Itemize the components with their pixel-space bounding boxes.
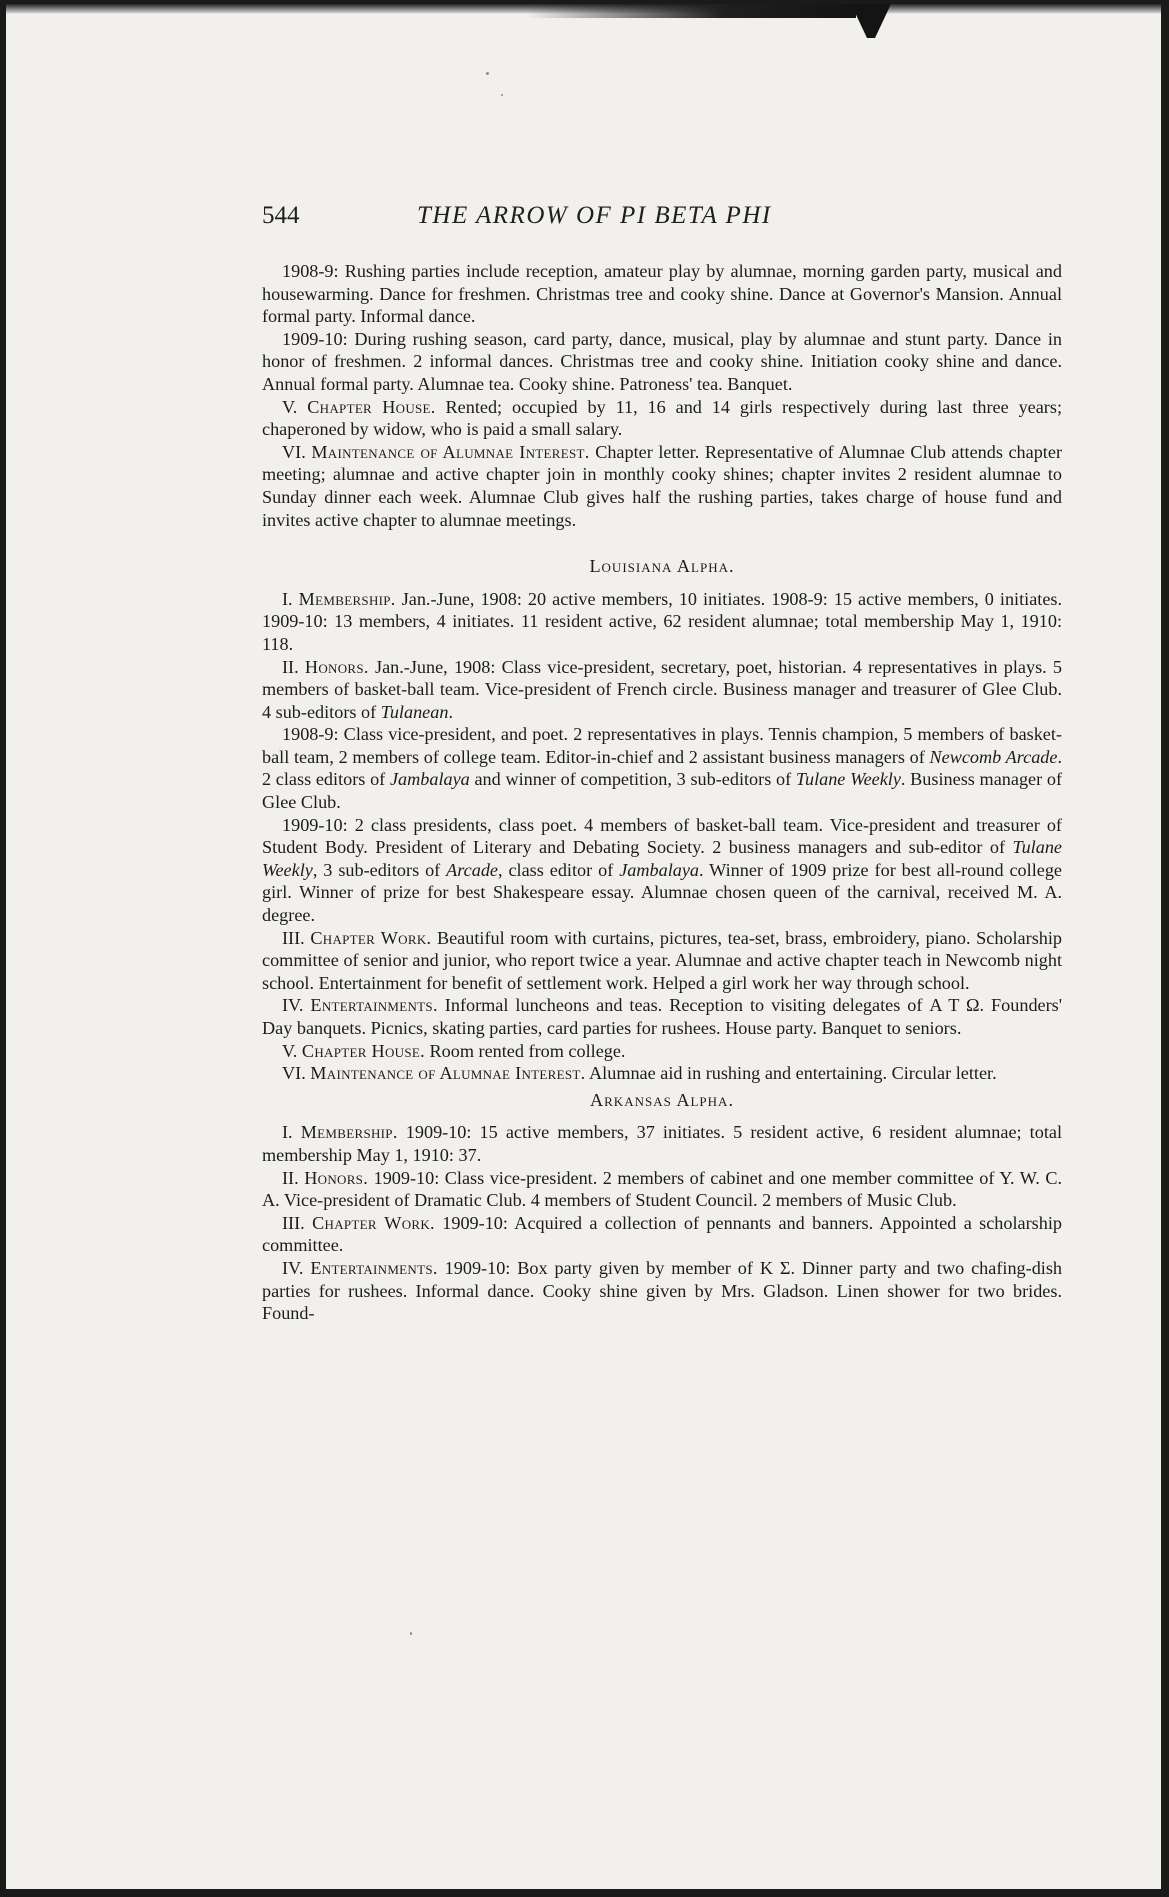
paragraph-1909-entertainments: 1909-10: During rushing season, card party, dance, musical, play by alumnae and stunt party. Dance in honor of freshmen. 2 informal dances. Christmas tree and cooky shine. Initiation cooky shine and dance. Annual formal party. Alumnae tea. Cooky shine. Patroness' tea. Banquet. [262,328,1062,394]
section-number: III. [282,927,305,948]
section-number: IV. [282,995,304,1016]
publication-title: Tulane Weekly [795,769,901,790]
paragraph-chapter-work [262,927,1062,995]
paragraph-chapter-work [262,1212,1062,1257]
publication-title: Tulanean [380,701,449,722]
text-fragment: 1909-10: 2 class presidents, class poet. 4 members of basket-ball team. Vice-president and treasurer of Student Body. President of Literary and Debating Society. 2 business managers and sub-editor of [262,814,1062,858]
paragraph-honors-1909 [262,814,1062,927]
text-fragment: . Winner of 1909 prize for best all-round college girl. Winner of prize for best Shakespeare essay. Alumnae chosen queen of the carnival, received M. A. degree. [262,859,1062,926]
paragraph-chapter-house [262,1040,1062,1063]
text-fragment: and winner of competition, 3 sub-editors of [474,769,792,790]
scan-edge-shadow [526,4,856,18]
section-heading: Membership. [298,588,396,609]
section-text: 1909-10: Box party given by member of Κ Σ. Dinner party and two chafing-dish parties for rushees. Informal dance. Cooky shine given by Mrs. Gladson. Linen shower for two brides. Found- [262,1257,1063,1324]
running-title: THE ARROW OF PI BETA PHI [417,202,772,229]
section-number: II. [282,1167,299,1188]
section-text: Informal luncheons and teas. Reception to visiting delegates of Α Τ Ω. Founders' Day banquets. Picnics, skating parties, card parties for rushees. House party. Banquet to seniors. [262,995,1063,1038]
paragraph-honors [262,1167,1062,1212]
section-number: VI. [282,1063,306,1084]
paragraph-membership [262,588,1062,656]
section-heading: Maintenance of Alumnae Interest. [311,441,590,462]
paragraph-entertainments [262,994,1062,1039]
paragraph-alumnae-interest [262,441,1062,531]
publication-title: Tulane Weekly [262,837,1062,880]
text-fragment: 1908-9: Class vice-president, and poet. 2 representatives in plays. Tennis champion, 5 members of basket-ball team, 2 members of college team. Editor-in-chief and 2 assistant business managers of [262,724,1062,767]
section-number: III. [282,1212,305,1233]
section-text: Alumnae aid in rushing and entertaining. Circular letter. [589,1063,997,1084]
scan-binding-notch [851,4,891,38]
scanned-page [6,4,1161,1889]
section-text: 1909-10: Acquired a collection of pennants and banners. Appointed a scholarship committee. [262,1212,1062,1256]
section-text: Jan.-June, 1908: Class vice-president, secretary, poet, historian. 4 representatives in plays. 5 members of basket-ball team. Vice-president of French circle. Business manager and treasurer of Glee Club. 4 sub-editors of [262,656,1063,722]
text-fragment: . Business manager of Glee Club. [262,769,1063,813]
dust-speck [486,72,489,75]
text-fragment: , 3 sub-editors of [312,859,441,880]
section-number: V. [282,396,298,417]
paragraph-honors-1908 [262,723,1062,813]
section-text: 1909-10: 15 active members, 37 initiates. 5 resident active, 6 resident alumnae; total membership May 1, 1910: 37. [262,1122,1062,1165]
section-heading: Entertainments. [310,995,438,1016]
page-number: 544 [262,202,300,229]
section-heading: Maintenance of Alumnae Interest. [310,1063,586,1084]
section-heading: Chapter House. [307,396,436,417]
paragraph-entertainments [262,1257,1062,1325]
section-number: I. [282,1122,293,1143]
publication-title: Jambalaya [619,859,700,880]
chapter-title-arkansas-alpha: Arkansas Alpha. [590,1089,734,1110]
section-number: IV. [282,1257,304,1278]
section-number: V. [282,1040,298,1061]
section-number: VI. [282,441,306,462]
paragraph-membership [262,1121,1062,1166]
publication-title: Arcade [446,859,499,880]
paragraph-alumnae-interest [262,1062,1062,1085]
dust-speck [410,1632,412,1635]
section-heading: Entertainments. [310,1257,438,1278]
publication-title: Jambalaya [389,769,470,790]
text-fragment: . 2 class editors of [262,746,1062,790]
section-heading: Chapter Work. [312,1212,435,1233]
section-text: Jan.-June, 1908: 20 active members, 10 initiates. 1908-9: 15 active members, 0 initiates. 1909-10: 13 members, 4 initiates. 11 resident active, 62 resident alumnae; total membership May 1, 1910: 118. [262,588,1063,654]
section-heading: Chapter Work. [310,927,432,948]
text-fragment: , class editor of [498,859,614,880]
chapter-title-louisiana-alpha: Louisiana Alpha. [589,556,735,577]
paragraph-1908-entertainments: 1908-9: Rushing parties include reception, amateur play by alumnae, morning garden party, musical and housewarming. Dance for freshmen. Christmas tree and cooky shine. Dance at Governor's Mansion. Annual formal party. Informal dance. [262,261,1062,327]
dust-speck [501,94,503,96]
publication-title: Newcomb Arcade [929,746,1058,767]
paragraph-honors [262,656,1062,724]
paragraph-chapter-house [262,396,1062,441]
section-heading: Membership. [300,1122,398,1143]
section-text: Room rented from college. [429,1040,626,1061]
section-text: Rented; occupied by 11, 16 and 14 girls respectively during last three years; chaperoned by widow, who is paid a small salary. [262,396,1062,440]
section-text: 1909-10: Class vice-president. 2 members of cabinet and one member committee of Y. W. C. A. Vice-president of Dramatic Club. 4 members of Student Council. 2 members of Music Club. [262,1167,1063,1211]
section-text: Chapter letter. Representative of Alumnae Club attends chapter meeting; alumnae and active chapter join in monthly cooky shines; chapter invites 2 resident alumnae to Sunday dinner each week. Alumnae Club gives half the rushing parties, takes charge of house fund and invites active chapter to alumnae meetings. [262,441,1062,530]
page-body [262,260,1062,1325]
section-text: Beautiful room with curtains, pictures, tea-set, brass, embroidery, piano. Scholarship committee of senior and junior, who report twice a year. Alumnae and active chapter teach in Newcomb night school. Entertainment for benefit of settlement work. Helped a girl work her way through school. [262,927,1063,993]
section-number: I. [282,588,293,609]
section-heading: Honors. [304,1167,369,1188]
section-heading: Chapter House. [301,1040,425,1061]
section-heading: Honors. [304,656,369,677]
section-number: II. [282,656,299,677]
page-header [262,202,1052,236]
text-fragment: . [448,701,453,722]
